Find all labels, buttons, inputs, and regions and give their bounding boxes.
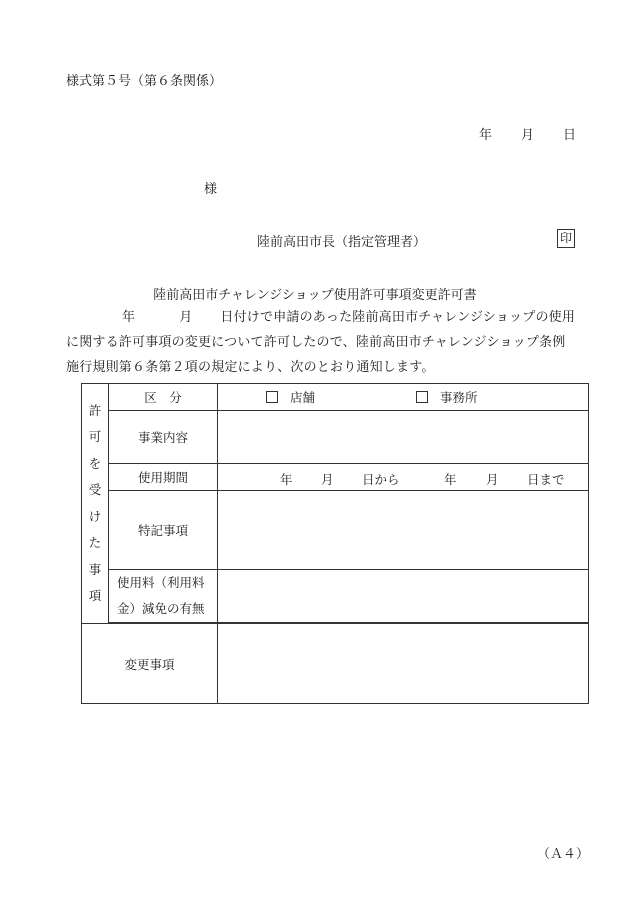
period-to-day: 日まで [527, 472, 565, 487]
special-notes-field[interactable] [218, 491, 589, 570]
group-label-char: け [88, 508, 102, 524]
period-from-year: 年 [280, 472, 293, 487]
period-from-month: 月 [321, 472, 334, 487]
table-row-changes [82, 624, 589, 704]
period-from-day: 日から [362, 472, 400, 487]
category-options [218, 384, 589, 411]
group-label-char: 受 [88, 482, 102, 497]
usage-period-field[interactable] [218, 464, 589, 491]
date-month-label: 月 [521, 128, 535, 143]
group-label-char: 事 [88, 561, 102, 577]
permit-table [81, 383, 589, 704]
option-store[interactable] [266, 388, 416, 406]
group-label-char: 許 [88, 402, 102, 418]
checkbox-store[interactable] [266, 391, 278, 403]
period-to-month: 月 [486, 472, 499, 487]
special-notes-label: 特記事項 [109, 491, 218, 570]
body-text [66, 305, 587, 380]
fee-exemption-field[interactable] [218, 570, 589, 623]
body-line-3: 施行規則第６条第２項の規定により、次のとおり通知します。 [66, 360, 435, 375]
seal-mark: 印 [557, 229, 575, 248]
usage-period-label: 使用期間 [109, 464, 218, 491]
fee-exemption-label [109, 570, 218, 623]
group-label-char: 可 [88, 429, 102, 444]
body-line-2: に関する許可事項の変更について許可したので、陸前高田市チャレンジショップ条例 [66, 335, 566, 350]
date-day-label: 日 [563, 128, 577, 143]
fee-label-line1: 使用料（利用料 [117, 575, 205, 590]
table-row-fee [82, 570, 589, 623]
category-label: 区 分 [109, 384, 218, 411]
addressee-suffix: 様 [204, 182, 218, 197]
fee-label-line2: 金）減免の有無 [117, 601, 205, 616]
group-label-char: た [88, 535, 102, 550]
table-row-category [82, 384, 589, 411]
issuer-name: 陸前高田市長（指定管理者） [257, 235, 427, 250]
form-number: 様式第５号（第６条関係） [66, 74, 223, 89]
table-row-business [82, 411, 589, 464]
business-content-label: 事業内容 [109, 411, 218, 464]
business-content-field[interactable] [218, 411, 589, 464]
option-store-label: 店舗 [290, 390, 316, 405]
changed-items-field[interactable] [218, 624, 589, 704]
body-line-1 [66, 305, 587, 330]
group-label-char: を [88, 455, 102, 471]
changed-items-label: 変更事項 [82, 624, 218, 704]
option-office-label: 事務所 [440, 390, 478, 405]
table-row-special [82, 491, 589, 570]
group-label-char: 項 [88, 588, 102, 603]
body-month: 月 [179, 310, 193, 325]
date-year-label: 年 [479, 128, 493, 143]
body-year: 年 [122, 310, 136, 325]
body-line1-rest: 日付けで申請のあった陸前高田市チャレンジショップの使用 [220, 310, 576, 325]
option-office[interactable] [416, 388, 478, 406]
checkbox-office[interactable] [416, 391, 428, 403]
permitted-items-group-label [82, 384, 109, 624]
table-row-period [82, 464, 589, 491]
paper-size-note: （Ａ４） [537, 847, 590, 862]
document-title: 陸前高田市チャレンジショップ使用許可事項変更許可書 [153, 288, 477, 303]
period-to-year: 年 [444, 472, 457, 487]
